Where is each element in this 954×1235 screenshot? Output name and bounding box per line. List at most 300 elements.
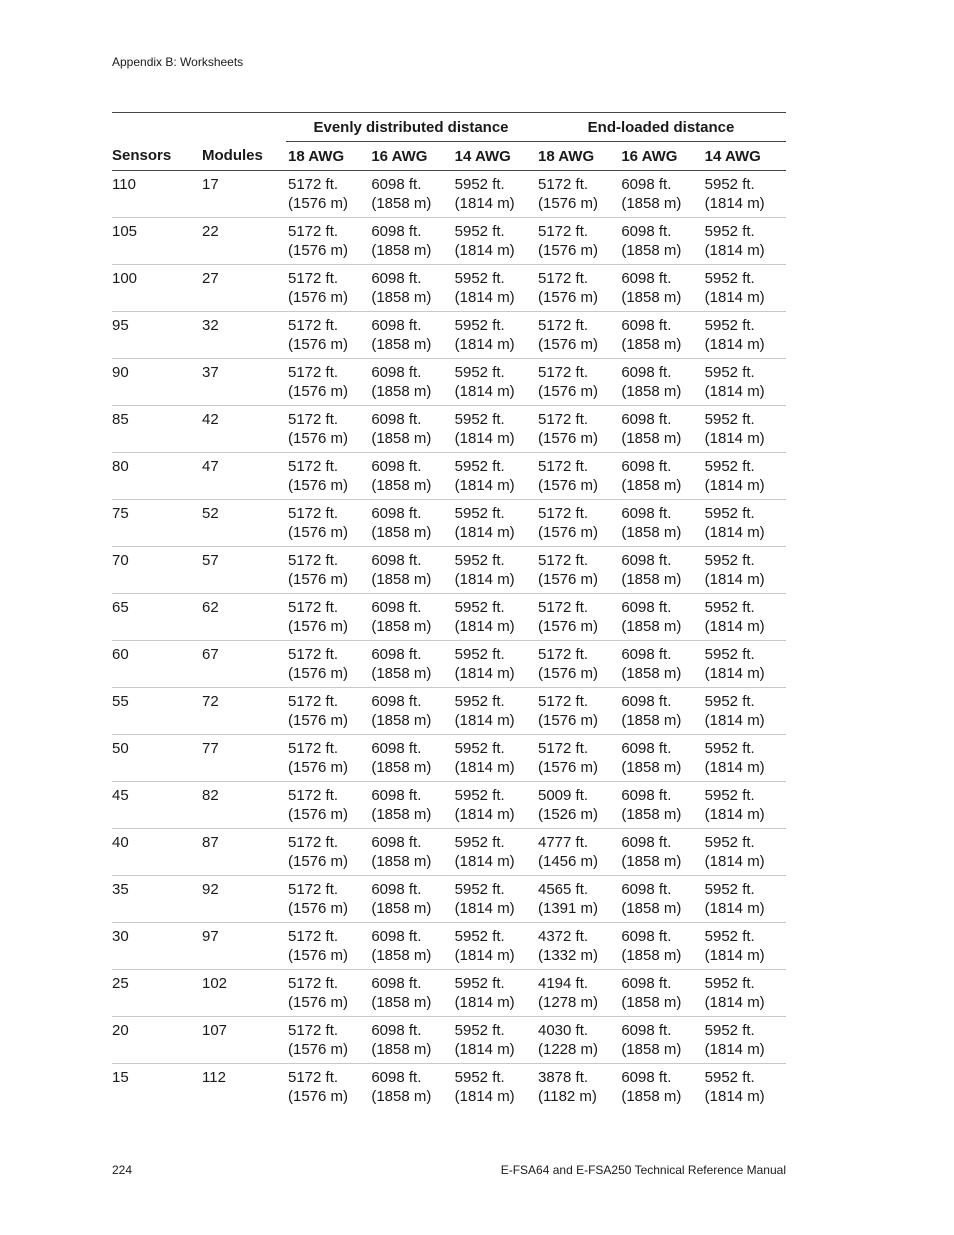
distance-cell — [453, 876, 536, 923]
distance-meters: (1814 m) — [704, 994, 765, 1011]
distance-meters: (1576 m) — [538, 336, 599, 353]
distance-cell — [536, 594, 619, 641]
distance-meters: (1814 m) — [704, 1088, 765, 1105]
distance-cell — [286, 171, 369, 218]
distance-cell — [703, 406, 786, 453]
distance-cell — [453, 641, 536, 688]
distance-meters: (1858 m) — [371, 712, 432, 729]
distance-meters: (1814 m) — [454, 383, 515, 400]
sensors-cell: 15 — [112, 1069, 129, 1086]
distance-cell — [286, 218, 369, 265]
distance-meters: (1814 m) — [704, 289, 765, 306]
distance-meters: (1814 m) — [704, 1041, 765, 1058]
distance-meters: (1576 m) — [288, 477, 349, 494]
distance-cell — [703, 735, 786, 782]
distance-feet: 5952 ft. — [704, 270, 755, 287]
distance-feet: 5172 ft. — [538, 176, 589, 193]
column-header-endloaded-18awg: 18 AWG — [536, 142, 619, 171]
distance-meters: (1576 m) — [288, 665, 349, 682]
distance-feet: 6098 ft. — [621, 975, 672, 992]
distance-cell — [703, 923, 786, 970]
distance-meters: (1576 m) — [288, 759, 349, 776]
distance-meters: (1814 m) — [704, 524, 765, 541]
sensors-cell: 90 — [112, 359, 202, 406]
distance-cell — [619, 829, 702, 876]
modules-cell: 32 — [202, 312, 286, 359]
distance-feet: 5952 ft. — [704, 505, 755, 522]
running-header: Appendix B: Worksheets — [112, 55, 244, 69]
distance-cell — [369, 406, 452, 453]
distance-meters: (1858 m) — [621, 289, 682, 306]
distance-feet: 5172 ft. — [288, 317, 339, 334]
distance-meters: (1814 m) — [704, 900, 765, 917]
distance-meters: (1858 m) — [371, 336, 432, 353]
distance-feet: 5172 ft. — [288, 458, 339, 475]
distance-feet: 5952 ft. — [704, 928, 755, 945]
distance-meters: (1858 m) — [621, 477, 682, 494]
distance-feet: 5952 ft. — [454, 176, 505, 193]
distance-cell — [536, 970, 619, 1017]
distance-feet: 5172 ft. — [288, 787, 339, 804]
modules-cell: 42 — [202, 406, 286, 453]
distance-feet: 4030 ft. — [538, 1022, 589, 1039]
distance-cell — [703, 500, 786, 547]
distance-meters: (1858 m) — [371, 947, 432, 964]
distance-meters: (1814 m) — [454, 242, 515, 259]
distance-meters: (1858 m) — [621, 1041, 682, 1058]
modules-cell: 22 — [202, 218, 286, 265]
distance-feet: 5952 ft. — [454, 975, 505, 992]
table-row — [112, 359, 786, 406]
distance-feet: 6098 ft. — [371, 881, 422, 898]
distance-meters: (1814 m) — [454, 947, 515, 964]
distance-meters: (1858 m) — [371, 994, 432, 1011]
distance-meters: (1858 m) — [371, 665, 432, 682]
distance-cell — [536, 265, 619, 312]
distance-meters: (1814 m) — [454, 853, 515, 870]
distance-cell — [453, 1064, 536, 1111]
distance-cell — [369, 218, 452, 265]
distance-feet: 5952 ft. — [704, 1022, 755, 1039]
distance-meters: (1858 m) — [371, 430, 432, 447]
distance-cell — [286, 782, 369, 829]
distance-meters: (1858 m) — [371, 900, 432, 917]
distance-feet: 5952 ft. — [704, 646, 755, 663]
distance-cell — [536, 359, 619, 406]
distance-cell — [369, 500, 452, 547]
distance-meters: (1576 m) — [288, 806, 349, 823]
group-header-evenly: Evenly distributed distance — [286, 113, 536, 142]
distance-meters: (1576 m) — [288, 900, 349, 917]
distance-feet: 6098 ft. — [371, 740, 422, 757]
distance-cell — [619, 171, 702, 218]
table-row — [112, 923, 786, 970]
distance-meters: (1576 m) — [288, 571, 349, 588]
distance-cell — [536, 876, 619, 923]
distance-cell — [369, 688, 452, 735]
distance-cell — [286, 829, 369, 876]
distance-cell — [703, 218, 786, 265]
distance-feet: 5172 ft. — [538, 693, 589, 710]
distance-feet: 5952 ft. — [704, 834, 755, 851]
distance-cell — [286, 265, 369, 312]
distance-feet: 5172 ft. — [538, 458, 589, 475]
distance-feet: 6098 ft. — [621, 411, 672, 428]
distance-cell — [536, 312, 619, 359]
distance-feet: 6098 ft. — [371, 646, 422, 663]
distance-feet: 6098 ft. — [371, 975, 422, 992]
distance-feet: 5172 ft. — [538, 646, 589, 663]
distance-cell — [536, 406, 619, 453]
distance-feet: 4777 ft. — [538, 834, 589, 851]
distance-meters: (1576 m) — [288, 994, 349, 1011]
distance-meters: (1576 m) — [288, 289, 349, 306]
distance-meters: (1858 m) — [371, 1088, 432, 1105]
distance-meters: (1278 m) — [538, 994, 599, 1011]
distance-meters: (1814 m) — [454, 900, 515, 917]
distance-feet: 5952 ft. — [704, 975, 755, 992]
table-row — [112, 688, 786, 735]
sensors-cell: 85 — [112, 406, 202, 453]
distance-feet: 6098 ft. — [371, 693, 422, 710]
distance-meters: (1858 m) — [371, 571, 432, 588]
distance-meters: (1858 m) — [621, 1088, 682, 1105]
distance-feet: 5172 ft. — [288, 1069, 339, 1086]
distance-meters: (1814 m) — [704, 712, 765, 729]
distance-meters: (1391 m) — [538, 900, 599, 917]
distance-feet: 6098 ft. — [371, 458, 422, 475]
distance-cell — [369, 829, 452, 876]
distance-cell — [619, 547, 702, 594]
distance-feet: 5952 ft. — [454, 411, 505, 428]
distance-feet: 6098 ft. — [371, 1069, 422, 1086]
modules-cell: 67 — [202, 641, 286, 688]
distance-feet: 5172 ft. — [288, 599, 339, 616]
distance-meters: (1814 m) — [704, 477, 765, 494]
distance-meters: (1858 m) — [371, 1041, 432, 1058]
distance-feet: 3878 ft. — [538, 1069, 589, 1086]
sensors-cell: 30 — [112, 923, 202, 970]
distance-cell — [369, 1017, 452, 1064]
table-row — [112, 265, 786, 312]
distance-feet: 5952 ft. — [454, 1069, 505, 1086]
distance-cell — [619, 1017, 702, 1064]
distance-meters: (1858 m) — [621, 336, 682, 353]
table-row — [112, 594, 786, 641]
distance-meters: (1576 m) — [538, 665, 599, 682]
table-row — [112, 1017, 786, 1064]
distance-cell — [536, 735, 619, 782]
distance-cell — [703, 1017, 786, 1064]
distance-feet: 5172 ft. — [538, 599, 589, 616]
distance-feet: 5952 ft. — [704, 176, 755, 193]
distance-feet: 6098 ft. — [621, 1069, 672, 1086]
distance-cell — [286, 406, 369, 453]
distance-cell — [453, 547, 536, 594]
distance-feet: 4194 ft. — [538, 975, 589, 992]
modules-cell: 27 — [202, 265, 286, 312]
distance-cell — [369, 876, 452, 923]
distance-cell — [703, 594, 786, 641]
modules-cell: 97 — [202, 923, 286, 970]
table-row — [112, 406, 786, 453]
modules-cell: 62 — [202, 594, 286, 641]
sensors-cell: 35 — [112, 876, 202, 923]
distance-cell — [619, 359, 702, 406]
distance-feet: 6098 ft. — [371, 834, 422, 851]
distance-cell — [453, 735, 536, 782]
distance-cell — [703, 265, 786, 312]
distance-meters: (1814 m) — [454, 1088, 515, 1105]
table-row — [112, 1064, 786, 1111]
distance-meters: (1814 m) — [454, 759, 515, 776]
distance-meters: (1814 m) — [454, 336, 515, 353]
distance-meters: (1814 m) — [704, 195, 765, 212]
distance-cell — [453, 500, 536, 547]
distance-feet: 6098 ft. — [621, 317, 672, 334]
distance-feet: 6098 ft. — [621, 223, 672, 240]
table-row — [112, 970, 786, 1017]
distance-meters: (1814 m) — [454, 195, 515, 212]
distance-cell — [703, 829, 786, 876]
distance-cell — [453, 829, 536, 876]
distance-feet: 5172 ft. — [288, 176, 339, 193]
distance-feet: 5172 ft. — [288, 1022, 339, 1039]
distance-cell — [453, 923, 536, 970]
distance-feet: 5952 ft. — [454, 834, 505, 851]
distance-meters: (1576 m) — [288, 524, 349, 541]
distance-cell — [286, 594, 369, 641]
distance-feet: 5172 ft. — [538, 740, 589, 757]
table-row — [112, 782, 786, 829]
distance-feet: 5172 ft. — [538, 270, 589, 287]
distance-feet: 5952 ft. — [704, 881, 755, 898]
distance-meters: (1858 m) — [621, 665, 682, 682]
distance-cell — [703, 359, 786, 406]
modules-cell: 87 — [202, 829, 286, 876]
distance-meters: (1858 m) — [371, 195, 432, 212]
distance-cell — [286, 1064, 369, 1111]
distance-feet: 5172 ft. — [288, 975, 339, 992]
sensors-cell: 60 — [112, 641, 202, 688]
distance-cell — [453, 265, 536, 312]
distance-cell — [369, 923, 452, 970]
distance-feet: 5952 ft. — [704, 693, 755, 710]
distance-meters: (1576 m) — [288, 430, 349, 447]
distance-feet: 5172 ft. — [538, 364, 589, 381]
distance-feet: 5952 ft. — [454, 693, 505, 710]
column-header-row — [112, 142, 786, 171]
distance-feet: 6098 ft. — [371, 364, 422, 381]
distance-feet: 6098 ft. — [621, 552, 672, 569]
group-header-end-loaded: End-loaded distance — [536, 113, 786, 142]
distance-meters: (1576 m) — [538, 618, 599, 635]
distance-meters: (1576 m) — [288, 947, 349, 964]
distance-meters: (1814 m) — [454, 1041, 515, 1058]
distance-cell — [453, 453, 536, 500]
distance-feet: 6098 ft. — [621, 599, 672, 616]
column-header-sensors: Sensors — [112, 142, 202, 171]
distance-meters: (1858 m) — [621, 947, 682, 964]
sensors-cell: 50 — [112, 735, 202, 782]
distance-feet: 5172 ft. — [538, 411, 589, 428]
distance-meters: (1858 m) — [371, 853, 432, 870]
distance-cell — [536, 453, 619, 500]
distance-feet: 5952 ft. — [454, 1022, 505, 1039]
distance-meters: (1858 m) — [621, 994, 682, 1011]
distance-meters: (1576 m) — [288, 712, 349, 729]
table-row — [112, 500, 786, 547]
distance-feet: 5952 ft. — [704, 1069, 755, 1086]
distance-feet: 5172 ft. — [538, 552, 589, 569]
distance-feet: 4565 ft. — [538, 881, 589, 898]
distance-meters: (1576 m) — [538, 195, 599, 212]
distance-cell — [369, 641, 452, 688]
distance-feet: 5172 ft. — [288, 881, 339, 898]
distance-cell — [369, 970, 452, 1017]
distance-feet: 5172 ft. — [288, 223, 339, 240]
table-row — [112, 453, 786, 500]
distance-feet: 5952 ft. — [704, 740, 755, 757]
distance-feet: 6098 ft. — [371, 787, 422, 804]
distance-cell — [536, 218, 619, 265]
distance-meters: (1814 m) — [704, 947, 765, 964]
table-row — [112, 547, 786, 594]
distance-cell — [369, 312, 452, 359]
page-number: 224 — [112, 1163, 133, 1177]
modules-cell: 107 — [202, 1017, 286, 1064]
distance-cell — [286, 547, 369, 594]
distance-meters: (1858 m) — [371, 618, 432, 635]
sensors-cell: 100 — [112, 265, 202, 312]
distance-feet: 5952 ft. — [704, 458, 755, 475]
distance-meters: (1526 m) — [538, 806, 599, 823]
distance-feet: 5172 ft. — [288, 411, 339, 428]
distance-feet: 5172 ft. — [288, 552, 339, 569]
distance-meters: (1576 m) — [538, 383, 599, 400]
distance-cell — [453, 406, 536, 453]
distance-meters: (1576 m) — [538, 289, 599, 306]
distance-cell — [536, 641, 619, 688]
distance-meters: (1814 m) — [704, 242, 765, 259]
sensors-cell: 40 — [112, 829, 202, 876]
distance-feet: 5952 ft. — [454, 364, 505, 381]
distance-feet: 5952 ft. — [454, 881, 505, 898]
distance-feet: 5952 ft. — [704, 787, 755, 804]
distance-cell — [536, 547, 619, 594]
distance-meters: (1576 m) — [288, 383, 349, 400]
distance-meters: (1576 m) — [288, 195, 349, 212]
distance-feet: 4372 ft. — [538, 928, 589, 945]
distance-meters: (1576 m) — [538, 759, 599, 776]
distance-cell — [286, 970, 369, 1017]
distance-meters: (1814 m) — [454, 524, 515, 541]
distance-feet: 5952 ft. — [704, 552, 755, 569]
distance-feet: 5952 ft. — [454, 928, 505, 945]
distance-meters: (1858 m) — [621, 571, 682, 588]
distance-meters: (1576 m) — [538, 712, 599, 729]
distance-cell — [286, 500, 369, 547]
distance-feet: 6098 ft. — [371, 223, 422, 240]
distance-meters: (1858 m) — [371, 289, 432, 306]
distance-meters: (1814 m) — [704, 383, 765, 400]
distance-cell — [286, 641, 369, 688]
distance-cell — [286, 1017, 369, 1064]
distance-meters: (1814 m) — [704, 806, 765, 823]
column-header-evenly-14awg: 14 AWG — [453, 142, 536, 171]
distance-meters: (1576 m) — [288, 242, 349, 259]
distance-cell — [453, 782, 536, 829]
distance-feet: 5952 ft. — [454, 505, 505, 522]
distance-cell — [536, 500, 619, 547]
distance-cell — [619, 688, 702, 735]
modules-cell: 112 — [202, 1069, 226, 1086]
modules-cell: 102 — [202, 970, 286, 1017]
distance-feet: 6098 ft. — [621, 270, 672, 287]
distance-cell — [369, 735, 452, 782]
modules-cell: 82 — [202, 782, 286, 829]
distance-feet: 5172 ft. — [538, 317, 589, 334]
distance-feet: 5952 ft. — [454, 787, 505, 804]
table-row — [112, 735, 786, 782]
distance-meters: (1814 m) — [454, 618, 515, 635]
distance-feet: 5952 ft. — [454, 458, 505, 475]
distance-feet: 5952 ft. — [454, 552, 505, 569]
distance-feet: 5172 ft. — [288, 928, 339, 945]
distance-feet: 6098 ft. — [621, 787, 672, 804]
distance-cell — [453, 970, 536, 1017]
distance-feet: 5952 ft. — [454, 223, 505, 240]
table-body — [112, 171, 786, 1111]
table-row — [112, 641, 786, 688]
distance-cell — [619, 876, 702, 923]
distance-cell — [536, 829, 619, 876]
distance-cell — [619, 312, 702, 359]
table-row — [112, 171, 786, 218]
distance-feet: 5172 ft. — [288, 270, 339, 287]
distance-cell — [453, 594, 536, 641]
distance-meters: (1814 m) — [704, 665, 765, 682]
distance-meters: (1858 m) — [621, 900, 682, 917]
distance-meters: (1858 m) — [621, 853, 682, 870]
distance-meters: (1858 m) — [621, 383, 682, 400]
distance-feet: 6098 ft. — [621, 928, 672, 945]
distance-cell — [619, 970, 702, 1017]
distance-feet: 6098 ft. — [621, 693, 672, 710]
distance-meters: (1576 m) — [288, 336, 349, 353]
distance-meters: (1858 m) — [621, 618, 682, 635]
distance-cell — [369, 547, 452, 594]
distance-cell — [703, 970, 786, 1017]
distance-meters: (1576 m) — [538, 477, 599, 494]
distance-cell — [619, 218, 702, 265]
distance-meters: (1814 m) — [454, 665, 515, 682]
distance-feet: 6098 ft. — [371, 176, 422, 193]
sensors-cell: 55 — [112, 688, 202, 735]
sensors-cell: 70 — [112, 547, 202, 594]
distance-meters: (1814 m) — [704, 853, 765, 870]
distance-meters: (1858 m) — [371, 477, 432, 494]
distance-meters: (1858 m) — [621, 524, 682, 541]
modules-cell: 72 — [202, 688, 286, 735]
distance-cell — [453, 688, 536, 735]
distance-meters: (1858 m) — [371, 759, 432, 776]
distance-meters: (1858 m) — [371, 806, 432, 823]
distance-feet: 6098 ft. — [371, 505, 422, 522]
column-header-evenly-16awg: 16 AWG — [369, 142, 452, 171]
distance-meters: (1858 m) — [371, 524, 432, 541]
sensors-cell: 75 — [112, 500, 202, 547]
